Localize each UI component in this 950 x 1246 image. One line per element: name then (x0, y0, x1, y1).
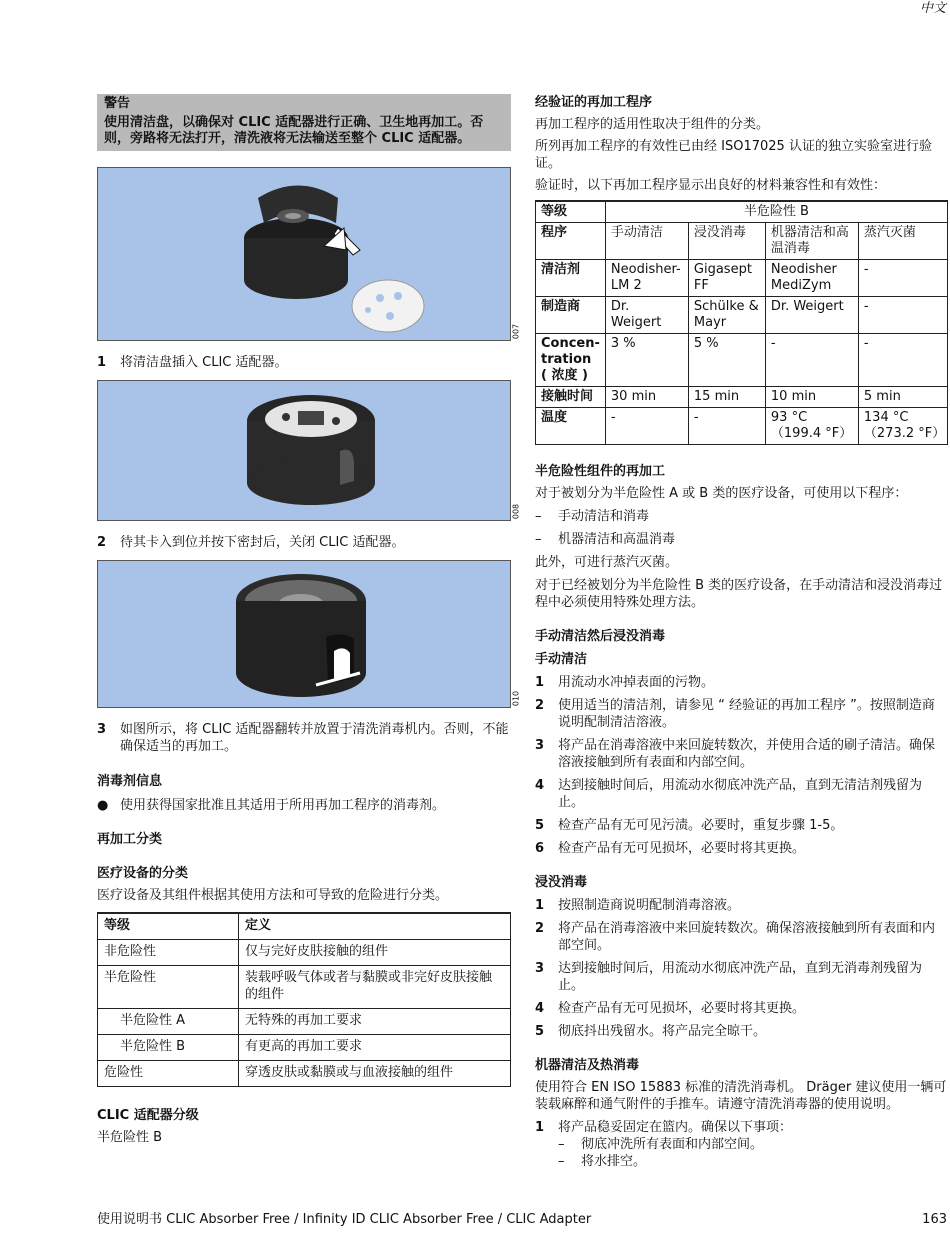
table-header-row (98, 913, 511, 940)
list-item (535, 508, 947, 525)
manual-steps (535, 674, 947, 857)
step-number: 2 (535, 921, 545, 936)
step-text: 用流动水冲掉表面的污物。 (558, 675, 715, 690)
table-cell: 5 % (688, 334, 765, 387)
immersion-steps (535, 897, 947, 1040)
right-column (535, 94, 947, 1170)
manual-title: 手动清洁然后浸没消毒 (535, 629, 666, 644)
cell-definition: 仅与完好皮肤接触的组件 (239, 940, 511, 966)
cell-class: 半危险性 A (98, 1009, 239, 1035)
figure-code: 008 (511, 503, 521, 520)
table-row (536, 223, 948, 260)
table-cell: 蒸汽灭菌 (858, 223, 947, 260)
cell-definition: 装载呼吸气体或者与黏膜或非完好皮肤接触的组件 (239, 966, 511, 1009)
step-number: 1 (535, 898, 545, 913)
table-cell: 浸没消毒 (688, 223, 765, 260)
list-item (535, 897, 947, 914)
dash-icon: – (535, 509, 542, 524)
dash-icon: – (558, 1154, 565, 1169)
cell-class: 半危险性 (98, 966, 239, 1009)
step-text: 将产品稳妥固定在篮内。确保以下事项： (558, 1120, 793, 1135)
classification-table (97, 912, 511, 1087)
list-item-text: 将水排空。 (581, 1154, 647, 1169)
table-cell: Gigasept FF (688, 260, 765, 297)
list-item (535, 777, 947, 811)
cell-class: 非危险性 (98, 940, 239, 966)
step-number: 2 (535, 698, 545, 713)
classification-intro: 医疗设备及其组件根据其使用方法和可导致的危险进行分类。 (97, 888, 449, 903)
table-cell: 手动清洁 (605, 223, 688, 260)
table-cell: - (858, 297, 947, 334)
list-item (535, 960, 947, 994)
step-number: 4 (535, 1001, 545, 1016)
row-label: 温度 (536, 408, 606, 445)
adapter-illustration-1 (98, 168, 512, 342)
class-label: 等级 (536, 201, 606, 223)
table-cell: - (858, 260, 947, 297)
table-cell: 5 min (858, 387, 947, 408)
step-text: 待其卡入到位并按下密封后，关闭 CLIC 适配器。 (120, 535, 405, 550)
step-number: 1 (535, 675, 545, 690)
warning-box (97, 94, 511, 151)
dash-icon: – (558, 1137, 565, 1152)
figure-caption (97, 721, 511, 755)
table-cell: 93 °C（199.4 °F） (765, 408, 858, 445)
table-cell: 30 min (605, 387, 688, 408)
validated-title: 经验证的再加工程序 (535, 95, 653, 110)
header-definition: 定义 (239, 913, 511, 940)
machine-steps (535, 1119, 947, 1170)
step-text: 将产品在消毒溶液中来回旋转数次。确保溶液接触到所有表面和内部空间。 (558, 921, 936, 953)
step-text: 检查产品有无可见损坏，必要时将其更换。 (558, 841, 806, 856)
warning-title: 警告 (104, 96, 131, 111)
step-text: 如图所示，将 CLIC 适配器翻转并放置于清洗消毒机内。否则，不能确保适当的再加工。 (120, 722, 509, 754)
table-row (98, 966, 511, 1009)
cell-definition: 穿透皮肤或黏膜或与血液接触的组件 (239, 1061, 511, 1087)
table-row (98, 940, 511, 966)
figure-caption (97, 534, 511, 551)
manual-subtitle: 手动清洁 (535, 652, 588, 667)
clic-class-title: CLIC 适配器分级 (97, 1108, 199, 1123)
semi-critical-list (535, 508, 947, 548)
list-item (535, 817, 947, 834)
language-label: 中文 (919, 1, 946, 16)
table-cell: - (858, 334, 947, 387)
step-number: 4 (535, 778, 545, 793)
table-row (536, 334, 948, 387)
cell-definition: 有更高的再加工要求 (239, 1035, 511, 1061)
list-item (535, 840, 947, 857)
table-cell: Schülke & Mayr (688, 297, 765, 334)
step-number: 5 (535, 818, 545, 833)
semi-critical-p2: 此外，可进行蒸汽灭菌。 (535, 555, 679, 570)
table-cell: 15 min (688, 387, 765, 408)
step-text: 将产品在消毒溶液中来回旋转数次，并使用合适的刷子清洁。确保溶液接触到所有表面和内部空间。 (558, 738, 936, 770)
table-cell: 134 °C（273.2 °F） (858, 408, 947, 445)
table-row (536, 387, 948, 408)
step-text: 检查产品有无可见损坏，必要时将其更换。 (558, 1001, 806, 1016)
list-item-text: 手动清洁和消毒 (558, 509, 650, 524)
figure-caption (97, 354, 511, 371)
semi-critical-p3: 对于已经被划分为半危险性 B 类的医疗设备，在手动清洁和浸没消毒过程中必须使用特殊处理方法。 (535, 578, 943, 610)
header-class: 等级 (98, 913, 239, 940)
row-label: Concen-tration ( 浓度 ) (536, 334, 606, 387)
table-cell: - (688, 408, 765, 445)
left-column (97, 94, 521, 1146)
clic-class-value: 半危险性 B (97, 1130, 163, 1145)
list-item (535, 737, 947, 771)
warning-text: 使用清洁盘，以确保对 CLIC 适配器进行正确、卫生地再加工。否则，旁路将无法打开，清洗液将无法输送至整个 CLIC 适配器。 (104, 115, 484, 146)
semi-critical-title: 半危险性组件的再加工 (535, 464, 666, 479)
validated-p2: 所列再加工程序的有效性已由经 ISO17025 认证的独立实验室进行验证。 (535, 139, 932, 171)
machine-title: 机器清洁及热消毒 (535, 1058, 640, 1073)
table-cell: Neodisher-LM 2 (605, 260, 688, 297)
row-label: 接触时间 (536, 387, 606, 408)
cell-class: 半危险性 B (98, 1035, 239, 1061)
table-row (98, 1061, 511, 1087)
list-item (535, 697, 947, 731)
table-cell: - (605, 408, 688, 445)
table-cell: 10 min (765, 387, 858, 408)
step-text: 按照制造商说明配制消毒溶液。 (558, 898, 741, 913)
table-row (98, 1035, 511, 1061)
machine-p1: 使用符合 EN ISO 15883 标准的清洗消毒机。 Dräger 建议使用一辆可装载麻醉和通气附件的手推车。请遵守清洗消毒器的使用说明。 (535, 1080, 947, 1112)
page-number: 163 (922, 1212, 947, 1227)
list-item (558, 1153, 792, 1170)
list-item-text: 彻底冲洗所有表面和内部空间。 (581, 1137, 764, 1152)
step-number: 3 (97, 722, 107, 737)
list-item (535, 531, 947, 548)
step-number: 3 (535, 961, 545, 976)
semi-critical-p1: 对于被划分为半危险性 A 或 B 类的医疗设备，可使用以下程序： (535, 486, 908, 501)
row-label: 清洁剂 (536, 260, 606, 297)
step-number: 3 (535, 738, 545, 753)
class-value: 半危险性 B (605, 201, 947, 223)
table-cell: 机器清洁和高温消毒 (765, 223, 858, 260)
cell-definition: 无特殊的再加工要求 (239, 1009, 511, 1035)
bullet-icon: ● (97, 798, 109, 813)
bullet-text: 使用获得国家批准且其适用于所用再加工程序的消毒剂。 (120, 798, 446, 813)
immersion-title: 浸没消毒 (535, 875, 588, 890)
step-text: 达到接触时间后，用流动水彻底冲洗产品，直到无清洁剂残留为止。 (558, 778, 923, 810)
validated-p1: 再加工程序的适用性取决于组件的分类。 (535, 117, 770, 132)
figure-code: 010 (511, 690, 521, 707)
list-item-text: 机器清洁和高温消毒 (558, 532, 676, 547)
list-item (535, 1023, 947, 1040)
procedure-table (535, 200, 948, 445)
row-label: 程序 (536, 223, 606, 260)
table-row (98, 1009, 511, 1035)
classification-title: 再加工分类 (97, 832, 163, 847)
list-item (535, 920, 947, 954)
step-body (558, 1119, 792, 1170)
step-number: 6 (535, 841, 545, 856)
figure-insert-cleaning-disk (97, 167, 521, 341)
classification-subtitle: 医疗设备的分类 (97, 866, 189, 881)
table-row (536, 260, 948, 297)
figure-flip-adapter (97, 560, 521, 708)
list-item (535, 1000, 947, 1017)
table-row (536, 408, 948, 445)
table-cell: Dr. Weigert (765, 297, 858, 334)
disinfectant-bullet (97, 797, 511, 814)
adapter-illustration-2 (98, 381, 512, 522)
list-item (535, 674, 947, 691)
list-item (535, 1119, 947, 1170)
table-cell: Dr. Weigert (605, 297, 688, 334)
table-cell: Neodisher MediZym (765, 260, 858, 297)
adapter-illustration-3 (98, 561, 512, 709)
page-footer (97, 1211, 947, 1228)
step-text: 将清洁盘插入 CLIC 适配器。 (120, 355, 288, 370)
step-number: 5 (535, 1024, 545, 1039)
table-row (536, 201, 948, 223)
sub-list (558, 1136, 792, 1170)
validated-p3: 验证时，以下再加工程序显示出良好的材料兼容性和有效性： (535, 178, 887, 193)
step-text: 彻底抖出残留水。将产品完全晾干。 (558, 1024, 767, 1039)
figure-close-adapter (97, 380, 521, 521)
step-number: 1 (97, 355, 107, 370)
step-text: 使用适当的清洁剂，请参见 “ 经验证的再加工程序 ”。按照制造商说明配制清洁溶液。 (558, 698, 935, 730)
step-number: 2 (97, 535, 107, 550)
figure-code: 007 (511, 323, 521, 340)
row-label: 制造商 (536, 297, 606, 334)
step-text: 达到接触时间后，用流动水彻底冲洗产品，直到无消毒剂残留为止。 (558, 961, 923, 993)
table-row (536, 297, 948, 334)
step-number: 1 (535, 1120, 545, 1135)
table-cell: 3 % (605, 334, 688, 387)
cell-class: 危险性 (98, 1061, 239, 1087)
disinfectant-title: 消毒剂信息 (97, 774, 163, 789)
footer-text: 使用说明书 CLIC Absorber Free / Infinity ID CLIC Absorber Free / CLIC Adapter (97, 1212, 592, 1227)
table-cell: - (765, 334, 858, 387)
list-item (558, 1136, 792, 1153)
step-text: 检查产品有无可见污渍。必要时，重复步骤 1-5。 (558, 818, 844, 833)
dash-icon: – (535, 532, 542, 547)
